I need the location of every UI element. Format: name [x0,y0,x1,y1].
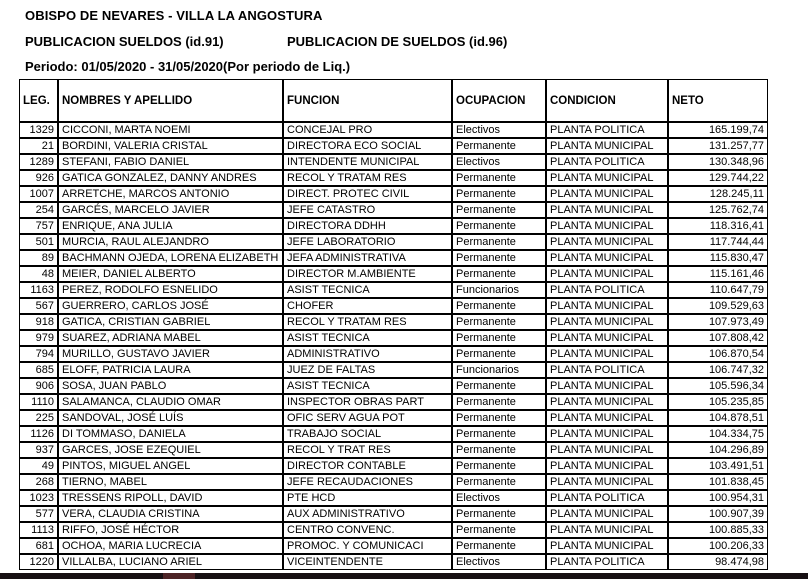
cell-condicion: PLANTA MUNICIPAL [546,522,668,538]
table-row [19,282,768,298]
cell-funcion: ASIST TECNICA [283,330,452,346]
cell-ocupacion: Permanente [452,266,546,282]
table-row [19,426,768,442]
table-row [19,266,768,282]
cell-neto: 117.744,44 [668,234,768,250]
cell-funcion: CHOFER [283,298,452,314]
cell-ocupacion: Permanente [452,170,546,186]
cell-nombre: GATICA GONZALEZ, DANNY ANDRES [58,170,283,186]
cell-funcion: PTE HCD [283,490,452,506]
salary-table [19,79,768,570]
cell-leg: 1126 [19,426,58,442]
cell-condicion: PLANTA MUNICIPAL [546,538,668,554]
cell-funcion: JEFA ADMINISTRATIVA [283,250,452,266]
cell-condicion: PLANTA MUNICIPAL [546,410,668,426]
cell-leg: 501 [19,234,58,250]
cell-condicion: PLANTA POLITICA [546,122,668,138]
cell-nombre: SOSA, JUAN PABLO [58,378,283,394]
cell-nombre: VERA, CLAUDIA CRISTINA [58,506,283,522]
table-row [19,362,768,378]
cell-condicion: PLANTA MUNICIPAL [546,170,668,186]
cell-nombre: STEFANI, FABIO DANIEL [58,154,283,170]
cell-funcion: ASIST TECNICA [283,282,452,298]
cell-condicion: PLANTA MUNICIPAL [546,378,668,394]
cell-ocupacion: Funcionarios [452,362,546,378]
column-header-nombre: NOMBRES Y APELLIDO [58,79,283,122]
cell-leg: 681 [19,538,58,554]
bottom-edge-bar-accent [163,573,195,579]
cell-ocupacion: Permanente [452,458,546,474]
cell-funcion: JEFE CATASTRO [283,202,452,218]
cell-ocupacion: Permanente [452,538,546,554]
cell-nombre: SANDOVAL, JOSÉ LUÍS [58,410,283,426]
cell-funcion: PROMOC. Y COMUNICACI [283,538,452,554]
table-row [19,218,768,234]
cell-leg: 268 [19,474,58,490]
cell-leg: 757 [19,218,58,234]
cell-leg: 1023 [19,490,58,506]
cell-neto: 105.596,34 [668,378,768,394]
document-title: OBISPO DE NEVARES - VILLA LA ANGOSTURA [25,8,323,23]
cell-leg: 685 [19,362,58,378]
cell-condicion: PLANTA MUNICIPAL [546,138,668,154]
cell-funcion: DIRECT. PROTEC CIVIL [283,186,452,202]
cell-ocupacion: Permanente [452,330,546,346]
cell-neto: 115.161,46 [668,266,768,282]
cell-ocupacion: Permanente [452,314,546,330]
cell-ocupacion: Permanente [452,474,546,490]
cell-nombre: PINTOS, MIGUEL ANGEL [58,458,283,474]
cell-nombre: VILLALBA, LUCIANO ARIEL [58,554,283,570]
cell-condicion: PLANTA MUNICIPAL [546,202,668,218]
cell-condicion: PLANTA MUNICIPAL [546,314,668,330]
cell-neto: 100.206,33 [668,538,768,554]
cell-neto: 115.830,47 [668,250,768,266]
cell-funcion: ADMINISTRATIVO [283,346,452,362]
table-row [19,506,768,522]
cell-ocupacion: Permanente [452,138,546,154]
cell-condicion: PLANTA MUNICIPAL [546,442,668,458]
cell-neto: 106.747,32 [668,362,768,378]
cell-neto: 104.334,75 [668,426,768,442]
cell-neto: 130.348,96 [668,154,768,170]
cell-condicion: PLANTA POLITICA [546,554,668,570]
cell-ocupacion: Permanente [452,250,546,266]
cell-ocupacion: Permanente [452,378,546,394]
cell-leg: 926 [19,170,58,186]
column-header-neto: NETO [668,79,768,122]
cell-leg: 1329 [19,122,58,138]
cell-condicion: PLANTA POLITICA [546,282,668,298]
table-row [19,138,768,154]
cell-condicion: PLANTA MUNICIPAL [546,298,668,314]
cell-leg: 1220 [19,554,58,570]
cell-leg: 979 [19,330,58,346]
cell-ocupacion: Permanente [452,506,546,522]
cell-nombre: MURILLO, GUSTAVO JAVIER [58,346,283,362]
table-row [19,410,768,426]
cell-nombre: MURCIA, RAUL ALEJANDRO [58,234,283,250]
table-row [19,378,768,394]
table-row [19,122,768,138]
cell-condicion: PLANTA MUNICIPAL [546,218,668,234]
cell-condicion: PLANTA MUNICIPAL [546,234,668,250]
cell-nombre: BORDINI, VALERIA CRISTAL [58,138,283,154]
cell-nombre: ARRETCHE, MARCOS ANTONIO [58,186,283,202]
cell-ocupacion: Permanente [452,426,546,442]
cell-nombre: TRESSENS RIPOLL, DAVID [58,490,283,506]
cell-nombre: TIERNO, MABEL [58,474,283,490]
cell-neto: 105.235,85 [668,394,768,410]
table-row [19,458,768,474]
table-row [19,154,768,170]
cell-ocupacion: Electivos [452,154,546,170]
cell-nombre: DI TOMMASO, DANIELA [58,426,283,442]
table-row [19,186,768,202]
cell-funcion: INTENDENTE MUNICIPAL [283,154,452,170]
cell-neto: 100.885,33 [668,522,768,538]
cell-ocupacion: Funcionarios [452,282,546,298]
cell-neto: 109.529,63 [668,298,768,314]
table-row [19,170,768,186]
cell-leg: 89 [19,250,58,266]
table-row [19,538,768,554]
cell-neto: 107.808,42 [668,330,768,346]
cell-funcion: OFIC SERV AGUA POT [283,410,452,426]
cell-nombre: PEREZ, RODOLFO ESNELIDO [58,282,283,298]
cell-leg: 794 [19,346,58,362]
table-row [19,474,768,490]
cell-ocupacion: Electivos [452,122,546,138]
cell-leg: 1007 [19,186,58,202]
cell-ocupacion: Permanente [452,346,546,362]
cell-neto: 129.744,22 [668,170,768,186]
cell-ocupacion: Permanente [452,298,546,314]
table-row [19,314,768,330]
cell-leg: 918 [19,314,58,330]
cell-condicion: PLANTA MUNICIPAL [546,506,668,522]
column-header-funcion: FUNCION [283,79,452,122]
publication-right-label: PUBLICACION DE SUELDOS (id.96) [287,34,508,49]
publication-left-label: PUBLICACION SUELDOS (id.91) [25,34,224,49]
table-row [19,394,768,410]
period-label: Periodo: 01/05/2020 - 31/05/2020(Por periodo de Liq.) [25,59,351,74]
cell-leg: 567 [19,298,58,314]
table-row [19,554,768,570]
cell-ocupacion: Permanente [452,186,546,202]
table-row [19,330,768,346]
table-row [19,250,768,266]
cell-nombre: ENRIQUE, ANA JULIA [58,218,283,234]
cell-nombre: RIFFO, JOSÉ HÉCTOR [58,522,283,538]
cell-condicion: PLANTA MUNICIPAL [546,330,668,346]
cell-leg: 21 [19,138,58,154]
cell-funcion: TRABAJO SOCIAL [283,426,452,442]
cell-ocupacion: Permanente [452,394,546,410]
cell-nombre: MEIER, DANIEL ALBERTO [58,266,283,282]
cell-leg: 906 [19,378,58,394]
cell-funcion: CONCEJAL PRO [283,122,452,138]
cell-neto: 104.296,89 [668,442,768,458]
cell-leg: 1110 [19,394,58,410]
cell-nombre: GATICA, CRISTIAN GABRIEL [58,314,283,330]
cell-leg: 937 [19,442,58,458]
cell-funcion: JEFE LABORATORIO [283,234,452,250]
cell-neto: 98.474,98 [668,554,768,570]
salary-table-header [19,79,768,122]
cell-ocupacion: Permanente [452,410,546,426]
cell-neto: 128.245,11 [668,186,768,202]
cell-condicion: PLANTA MUNICIPAL [546,346,668,362]
cell-nombre: OCHOA, MARIA LUCRECIA [58,538,283,554]
cell-nombre: BACHMANN OJEDA, LORENA ELIZABETH [58,250,283,266]
table-row [19,442,768,458]
table-row [19,490,768,506]
column-header-condicion: CONDICION [546,79,668,122]
cell-nombre: SUAREZ, ADRIANA MABEL [58,330,283,346]
cell-condicion: PLANTA MUNICIPAL [546,474,668,490]
cell-nombre: GUERRERO, CARLOS JOSÉ [58,298,283,314]
cell-nombre: CICCONI, MARTA NOEMI [58,122,283,138]
cell-neto: 100.907,39 [668,506,768,522]
cell-funcion: DIRECTOR CONTABLE [283,458,452,474]
cell-neto: 103.491,51 [668,458,768,474]
salary-table-body [19,122,768,570]
cell-leg: 1289 [19,154,58,170]
cell-nombre: ELOFF, PATRICIA LAURA [58,362,283,378]
bottom-edge-bar [0,573,808,579]
cell-funcion: AUX ADMINISTRATIVO [283,506,452,522]
column-header-leg: LEG. [19,79,58,122]
cell-funcion: RECOL Y TRATAM RES [283,170,452,186]
cell-neto: 131.257,77 [668,138,768,154]
cell-ocupacion: Permanente [452,442,546,458]
cell-funcion: JEFE RECAUDACIONES [283,474,452,490]
cell-neto: 104.878,51 [668,410,768,426]
table-row [19,202,768,218]
cell-funcion: DIRECTOR M.AMBIENTE [283,266,452,282]
cell-leg: 1113 [19,522,58,538]
cell-neto: 165.199,74 [668,122,768,138]
cell-nombre: SALAMANCA, CLAUDIO OMAR [58,394,283,410]
cell-funcion: INSPECTOR OBRAS PART [283,394,452,410]
cell-funcion: RECOL Y TRATAM RES [283,314,452,330]
cell-neto: 125.762,74 [668,202,768,218]
cell-condicion: PLANTA MUNICIPAL [546,266,668,282]
cell-ocupacion: Electivos [452,554,546,570]
cell-leg: 254 [19,202,58,218]
cell-leg: 48 [19,266,58,282]
cell-funcion: DIRECTORA DDHH [283,218,452,234]
cell-funcion: ASIST TECNICA [283,378,452,394]
table-row [19,346,768,362]
cell-condicion: PLANTA MUNICIPAL [546,394,668,410]
cell-neto: 110.647,79 [668,282,768,298]
table-row [19,298,768,314]
cell-ocupacion: Electivos [452,490,546,506]
cell-nombre: GARCES, JOSE EZEQUIEL [58,442,283,458]
cell-neto: 101.838,45 [668,474,768,490]
cell-leg: 577 [19,506,58,522]
cell-neto: 100.954,31 [668,490,768,506]
cell-condicion: PLANTA MUNICIPAL [546,186,668,202]
cell-neto: 118.316,41 [668,218,768,234]
cell-neto: 106.870,54 [668,346,768,362]
cell-funcion: DIRECTORA ECO SOCIAL [283,138,452,154]
cell-leg: 1163 [19,282,58,298]
cell-condicion: PLANTA POLITICA [546,362,668,378]
cell-condicion: PLANTA MUNICIPAL [546,426,668,442]
cell-funcion: VICEINTENDENTE [283,554,452,570]
cell-condicion: PLANTA POLITICA [546,154,668,170]
cell-funcion: JUEZ DE FALTAS [283,362,452,378]
cell-leg: 225 [19,410,58,426]
cell-condicion: PLANTA MUNICIPAL [546,250,668,266]
table-row [19,234,768,250]
cell-nombre: GARCÉS, MARCELO JAVIER [58,202,283,218]
cell-ocupacion: Permanente [452,234,546,250]
table-row [19,522,768,538]
cell-funcion: CENTRO CONVENC. [283,522,452,538]
cell-condicion: PLANTA MUNICIPAL [546,458,668,474]
column-header-ocupacion: OCUPACION [452,79,546,122]
cell-condicion: PLANTA POLITICA [546,490,668,506]
cell-ocupacion: Permanente [452,522,546,538]
header-row [19,79,768,122]
cell-ocupacion: Permanente [452,202,546,218]
cell-ocupacion: Permanente [452,218,546,234]
cell-funcion: RECOL Y TRAT RES [283,442,452,458]
cell-leg: 49 [19,458,58,474]
cell-neto: 107.973,49 [668,314,768,330]
